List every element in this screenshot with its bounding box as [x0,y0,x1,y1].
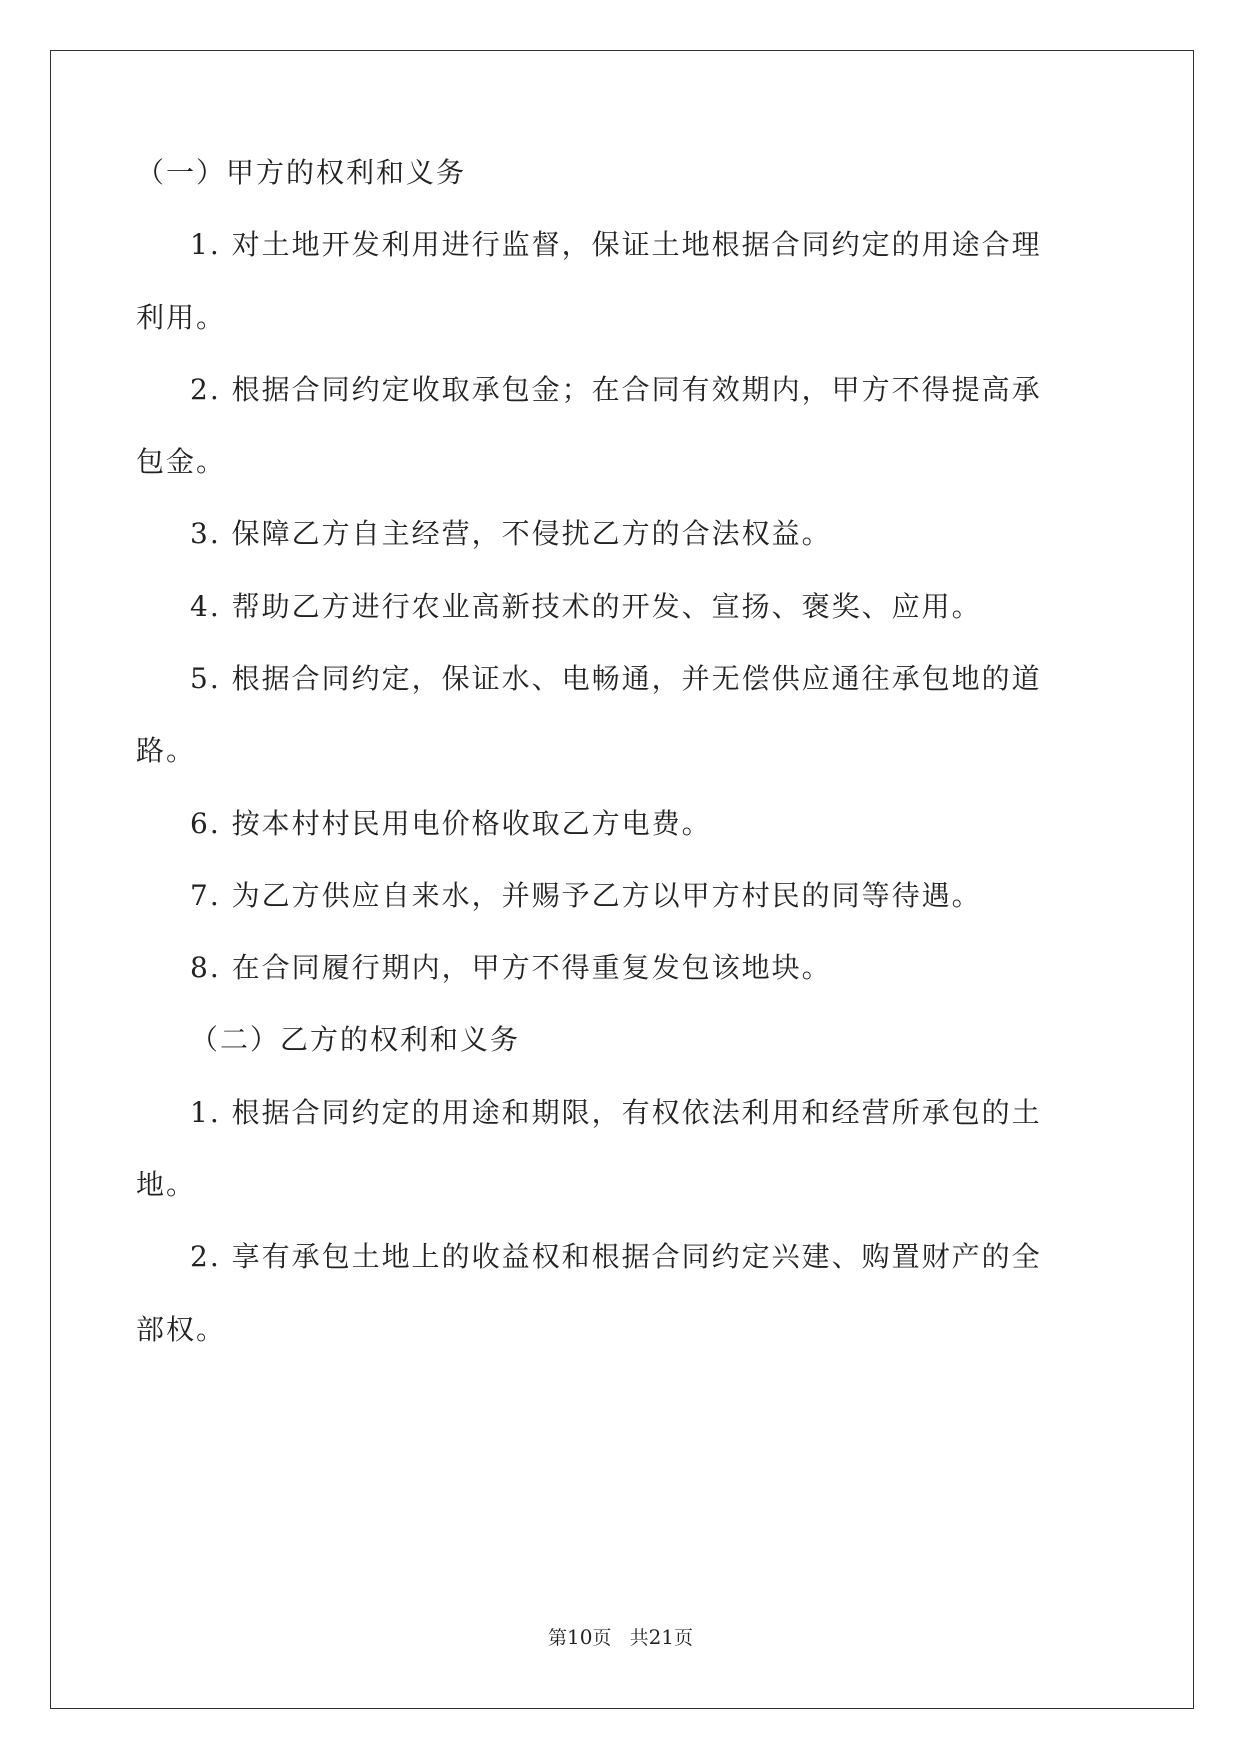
total-pages: 21 [648,1625,675,1649]
paragraph-line: 路。 [136,734,197,767]
page-footer [0,1624,1241,1651]
paragraph-line: 7. 为乙方供应自来水，并赐予乙方以甲方村民的同等待遇。 [190,879,982,912]
paragraph-line: 利用。 [136,301,227,334]
paragraph-line: 1. 根据合同约定的用途和期限，有权依法利用和经营所承包的土 [190,1096,1042,1129]
page-prefix: 第 [547,1627,567,1649]
paragraph-line: 1. 对土地开发利用进行监督，保证土地根据合同约定的用途合理 [190,228,1042,261]
paragraph-line: 6. 按本村村民用电价格收取乙方电费。 [190,807,712,840]
paragraph-line: 地。 [136,1168,197,1201]
paragraph-line: 3. 保障乙方自主经营，不侵扰乙方的合法权益。 [190,517,832,550]
total-suffix: 页 [674,1627,694,1649]
paragraph-line: 2. 享有承包土地上的收益权和根据合同约定兴建、购置财产的全 [190,1240,1042,1273]
page-number: 10 [566,1625,593,1649]
paragraph-line: 4. 帮助乙方进行农业高新技术的开发、宣扬、褒奖、应用。 [190,590,982,623]
paragraph-line: 包金。 [136,445,227,478]
paragraph-line: 8. 在合同履行期内，甲方不得重复发包该地块。 [190,951,832,984]
section-heading-party-a: （一）甲方的权利和义务 [136,156,467,189]
paragraph-line: 2. 根据合同约定收取承包金；在合同有效期内，甲方不得提高承 [190,373,1042,406]
page-suffix: 页 [592,1627,612,1649]
total-prefix: 共 [629,1627,649,1649]
paragraph-line: 5. 根据合同约定，保证水、电畅通，并无偿供应通往承包地的道 [190,662,1042,695]
paragraph-line: 部权。 [136,1313,227,1346]
section-heading-party-b: （二）乙方的权利和义务 [190,1023,521,1056]
